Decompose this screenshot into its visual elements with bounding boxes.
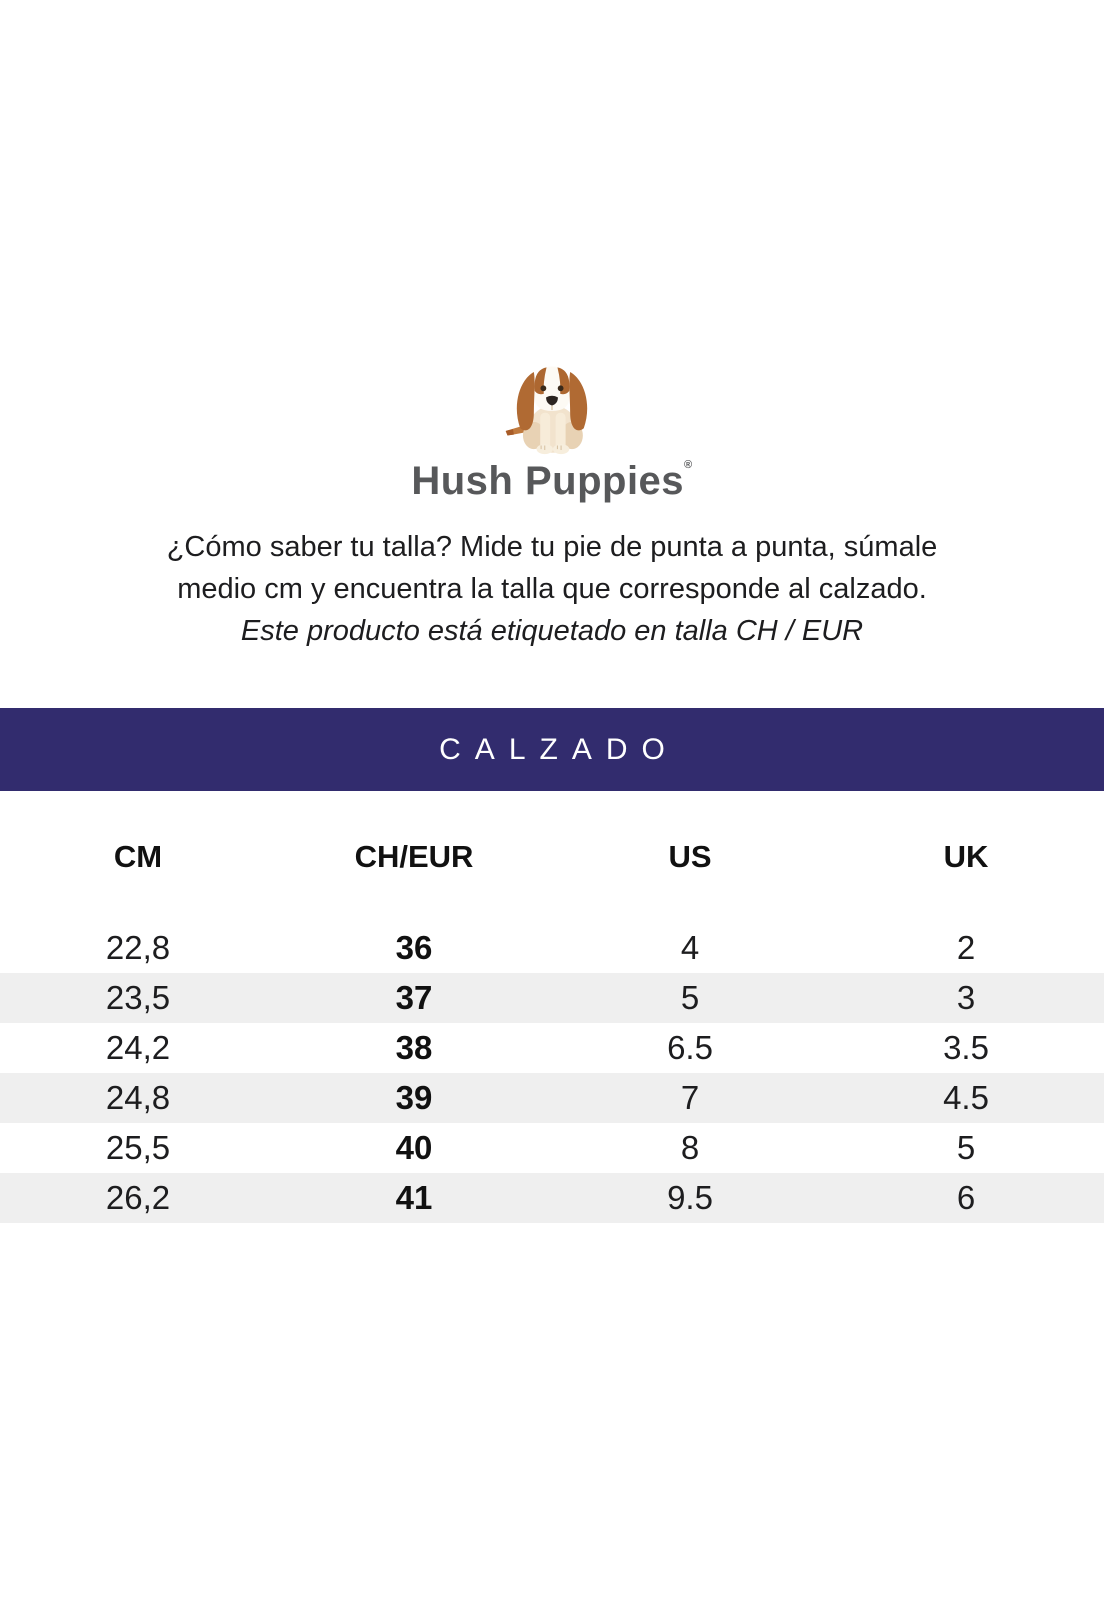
column-header: CM <box>113 839 163 874</box>
table-cell: 40 <box>395 1129 433 1166</box>
table-cell: 3 <box>956 979 976 1016</box>
table-row <box>0 923 1104 973</box>
table-cell: 23,5 <box>105 979 171 1016</box>
label-size-note: Este producto está etiquetado en talla CH / EUR <box>240 615 864 647</box>
table-cell: 24,8 <box>105 1079 171 1116</box>
table-cell: 25,5 <box>105 1129 171 1166</box>
table-row <box>0 1173 1104 1223</box>
table-cell: 3.5 <box>943 1029 989 1066</box>
table-row <box>0 1123 1104 1173</box>
column-header: US <box>668 839 712 874</box>
table-row <box>0 973 1104 1023</box>
basset-hound-logo-icon <box>493 340 611 462</box>
size-table <box>0 791 1104 1223</box>
brand-wordmark <box>0 459 1104 504</box>
table-cell: 39 <box>395 1079 433 1116</box>
table-cell: 38 <box>395 1029 433 1066</box>
table-cell: 4 <box>680 929 700 966</box>
banner-title: CALZADO <box>439 732 679 766</box>
table-cell: 22,8 <box>105 929 171 966</box>
size-table-header <box>0 791 1104 923</box>
table-cell: 4.5 <box>943 1079 989 1116</box>
brand-logo <box>0 0 1104 504</box>
table-cell: 41 <box>395 1179 433 1216</box>
table-cell: 7 <box>680 1079 700 1116</box>
sizing-instructions <box>0 526 1104 652</box>
table-row <box>0 1023 1104 1073</box>
trademark-symbol: ® <box>684 459 693 471</box>
table-row <box>0 1073 1104 1123</box>
table-cell: 8 <box>680 1129 700 1166</box>
table-cell: 2 <box>956 929 976 966</box>
section-banner <box>0 708 1104 791</box>
table-cell: 26,2 <box>105 1179 171 1216</box>
brand-name: Hush Puppies <box>411 459 685 503</box>
table-cell: 9.5 <box>667 1179 713 1216</box>
column-header: UK <box>943 839 989 874</box>
table-cell: 36 <box>395 929 433 966</box>
column-header: CH/EUR <box>354 839 474 874</box>
table-cell: 6.5 <box>667 1029 713 1066</box>
table-cell: 6 <box>956 1179 976 1216</box>
instruction-line-2: medio cm y encuentra la talla que corresponde al calzado. <box>177 573 927 605</box>
table-cell: 24,2 <box>105 1029 171 1066</box>
table-cell: 37 <box>395 979 433 1016</box>
size-table-body <box>0 923 1104 1223</box>
table-cell: 5 <box>956 1129 976 1166</box>
header-row <box>0 791 1104 923</box>
instruction-line-1: ¿Cómo saber tu talla? Mide tu pie de punta a punta, súmale <box>166 531 938 563</box>
table-cell: 5 <box>680 979 700 1016</box>
